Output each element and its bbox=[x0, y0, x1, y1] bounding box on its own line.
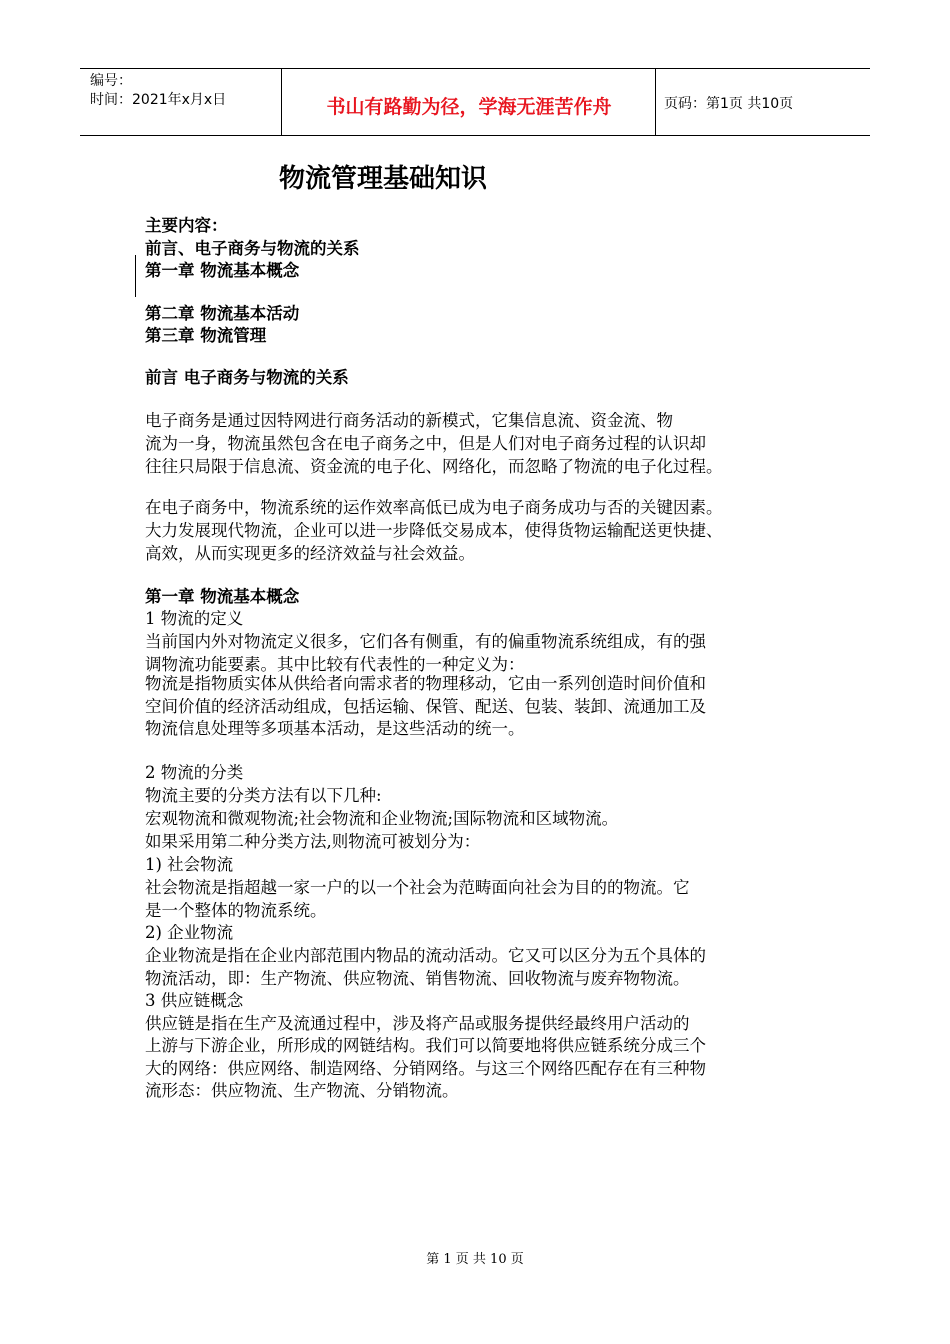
paragraph-line: 如果采用第二种分类方法,则物流可被划分为： bbox=[145, 832, 481, 851]
paragraph-line: 是一个整体的物流系统。 bbox=[145, 901, 327, 920]
toc-item: 第三章 物流管理 bbox=[145, 326, 267, 345]
paragraph-line: 往往只局限于信息流、资金流的电子化、网络化，而忽略了物流的电子化过程。 bbox=[145, 457, 723, 476]
paragraph-line: 2) 企业物流 bbox=[145, 923, 234, 942]
document-title: 物流管理基础知识 bbox=[279, 164, 488, 194]
paragraph-line: 电子商务是通过因特网进行商务活动的新模式，它集信息流、资金流、物 bbox=[145, 411, 673, 430]
toc-item: 第二章 物流基本活动 bbox=[145, 304, 300, 323]
paragraph-line: 大的网络：供应网络、制造网络、分销网络。与这三个网络匹配存在有三种物 bbox=[145, 1059, 706, 1078]
revision-bar bbox=[135, 255, 136, 297]
paragraph-line: 上游与下游企业，所形成的网链结构。我们可以简要地将供应链系统分成三个 bbox=[145, 1036, 706, 1055]
paragraph-line: 高效，从而实现更多的经济效益与社会效益。 bbox=[145, 544, 475, 563]
time-label: 时间：2021年x月x日 bbox=[90, 92, 227, 108]
paragraph-line: 当前国内外对物流定义很多，它们各有侧重，有的偏重物流系统组成，有的强 bbox=[145, 632, 706, 651]
header-meta bbox=[90, 72, 226, 110]
section-heading: 第一章 物流基本概念 bbox=[145, 587, 300, 606]
paragraph-line: 物流是指物质实体从供给者向需求者的物理移动，它由一系列创造时间价值和 bbox=[145, 674, 706, 693]
paragraph-line: 1) 社会物流 bbox=[145, 855, 234, 874]
paragraph-line: 社会物流是指超越一家一户的以一个社会为范畴面向社会为目的的物流。它 bbox=[145, 878, 690, 897]
header-motto: 书山有路勤为径，学海无涯苦作舟 bbox=[326, 96, 612, 118]
section-heading: 前言 电子商务与物流的关系 bbox=[145, 368, 349, 387]
paragraph-line: 企业物流是指在企业内部范围内物品的流动活动。它又可以区分为五个具体的 bbox=[145, 946, 706, 965]
paragraph-line: 3 供应链概念 bbox=[145, 991, 244, 1010]
paragraph-line: 物流信息处理等多项基本活动，是这些活动的统一。 bbox=[145, 719, 525, 738]
page-info: 页码：第1页 共10页 bbox=[664, 96, 794, 112]
paragraph-line: 流为一身，物流虽然包含在电子商务之中，但是人们对电子商务过程的认识却 bbox=[145, 434, 706, 453]
header-top-border bbox=[80, 68, 870, 69]
toc-item: 第一章 物流基本概念 bbox=[145, 261, 300, 280]
paragraph-line: 1 物流的定义 bbox=[145, 609, 244, 628]
paragraph-line: 2 物流的分类 bbox=[145, 763, 244, 782]
page-footer: 第 1 页 共 10 页 bbox=[426, 1252, 524, 1267]
header-divider bbox=[655, 68, 656, 136]
paragraph-line: 物流主要的分类方法有以下几种: bbox=[145, 786, 382, 805]
paragraph-line: 宏观物流和微观物流;社会物流和企业物流;国际物流和区域物流。 bbox=[145, 809, 619, 828]
paragraph-line: 空间价值的经济活动组成，包括运输、保管、配送、包装、装卸、流通加工及 bbox=[145, 697, 706, 716]
toc-item: 前言、电子商务与物流的关系 bbox=[145, 239, 360, 258]
paragraph-line: 在电子商务中，物流系统的运作效率高低已成为电子商务成功与否的关键因素。 bbox=[145, 498, 723, 517]
paragraph-line: 流形态：供应物流、生产物流、分销物流。 bbox=[145, 1081, 459, 1100]
header-bottom-border bbox=[80, 135, 870, 136]
toc-heading: 主要内容： bbox=[145, 216, 228, 235]
paragraph-line: 调物流功能要素。其中比较有代表性的一种定义为： bbox=[145, 655, 525, 674]
header-divider bbox=[281, 68, 282, 136]
paragraph-line: 供应链是指在生产及流通过程中，涉及将产品或服务提供经最终用户活动的 bbox=[145, 1014, 690, 1033]
paragraph-line: 物流活动，即：生产物流、供应物流、销售物流、回收物流与废弃物物流。 bbox=[145, 969, 690, 988]
number-label: 编号： bbox=[90, 73, 132, 89]
paragraph-line: 大力发展现代物流，企业可以进一步降低交易成本，使得货物运输配送更快捷、 bbox=[145, 521, 723, 540]
